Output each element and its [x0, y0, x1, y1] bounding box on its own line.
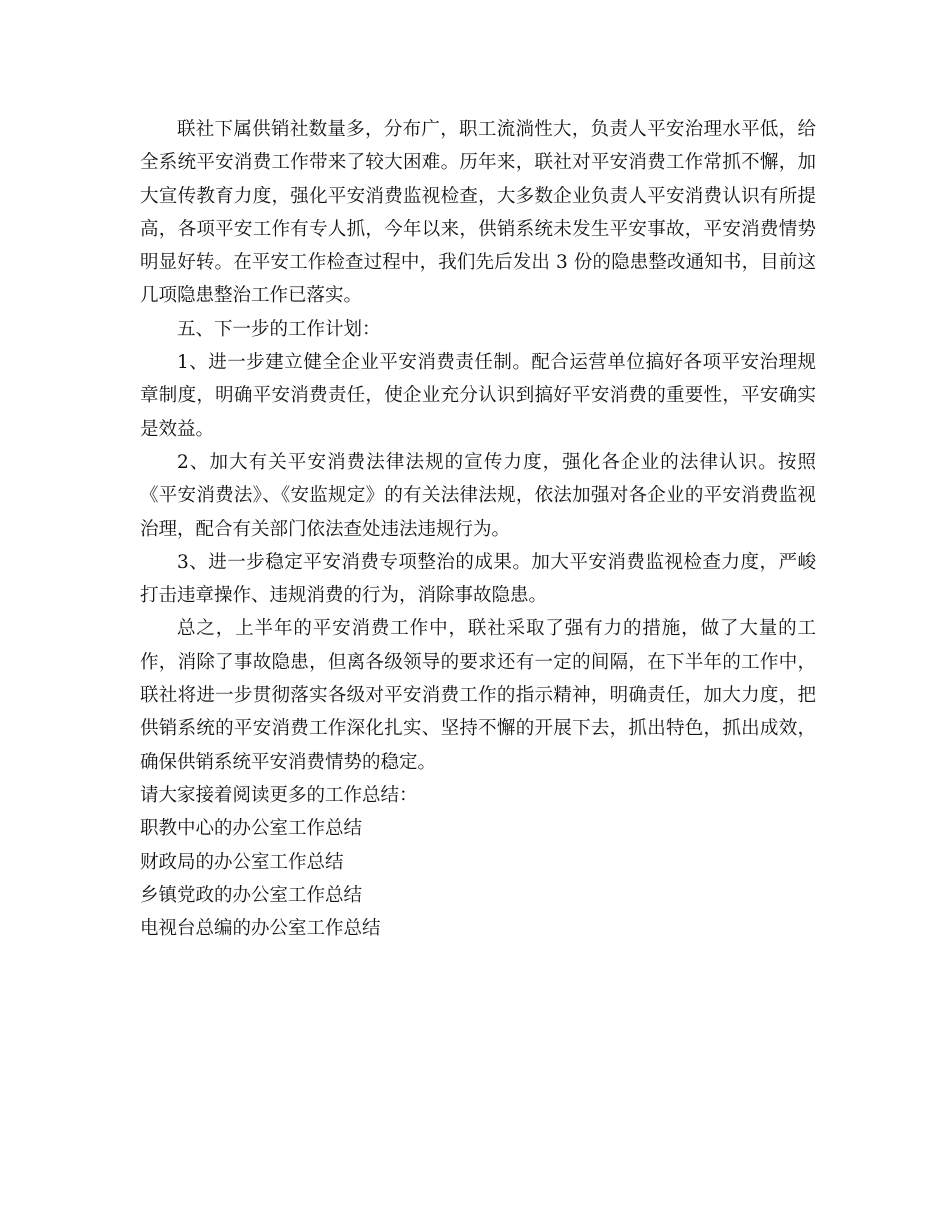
- more-reading-link[interactable]: 职教中心的办公室工作总结: [140, 818, 363, 840]
- paragraph-conclusion: 总之，上半年的平安消费工作中，联社采取了强有力的措施，做了大量的工作，消除了事故隐患，但离各级领导的要求还有一定的间隔，在下半年的工作中，联社将进一步贯彻落实各级对平安消费工作的指示精神，明确责任，加大力度，把供销系统的平安消费工作深化扎实、坚持不懈的开展下去，抓出特色，抓出成效，确保供销系统平安消费情势的稳定。: [140, 618, 816, 773]
- plan-item-1: 1、进一步建立健全企业平安消费责任制。配合运营单位搞好各项平安治理规章制度，明确平安消费责任，使企业充分认识到搞好平安消费的重要性，平安确实是效益。: [140, 352, 816, 440]
- plan-item-2: 2、加大有关平安消费法律法规的宣传力度，强化各企业的法律认识。按照《平安消费法》、《安监规定》的有关法律法规，依法加强对各企业的平安消费监视治理，配合有关部门依法查处违法违规行为。: [140, 451, 816, 540]
- more-reading-link[interactable]: 电视台总编的办公室工作总结: [140, 918, 381, 940]
- plan-item-3: 3、进一步稳定平安消费专项整治的成果。加大平安消费监视检查力度，严峻打击违章操作、违规消费的行为，消除事故隐患。: [140, 551, 816, 607]
- section-heading-next-steps: 五、下一步的工作计划：: [177, 318, 381, 340]
- more-reading-intro: 请大家接着阅读更多的工作总结：: [140, 784, 418, 806]
- paragraph-summary: 联社下属供销社数量多，分布广，职工流淌性大，负责人平安治理水平低，给全系统平安消费工作带来了较大困难。历年来，联社对平安消费工作常抓不懈，加大宣传教育力度，强化平安消费监视检查，大多数企业负责人平安消费认识有所提高，各项平安工作有专人抓，今年以来，供销系统未发生平安事故，平安消费情势明显好转。在平安工作检查过程中，我们先后发出 3 份的隐患整改通知书，目前这几项隐患整治工作已落实。: [140, 119, 816, 307]
- document-page: [140, 113, 816, 945]
- more-reading-link[interactable]: 乡镇党政的办公室工作总结: [140, 884, 363, 906]
- more-reading-link[interactable]: 财政局的办公室工作总结: [140, 851, 344, 873]
- more-reading-list: [140, 812, 816, 945]
